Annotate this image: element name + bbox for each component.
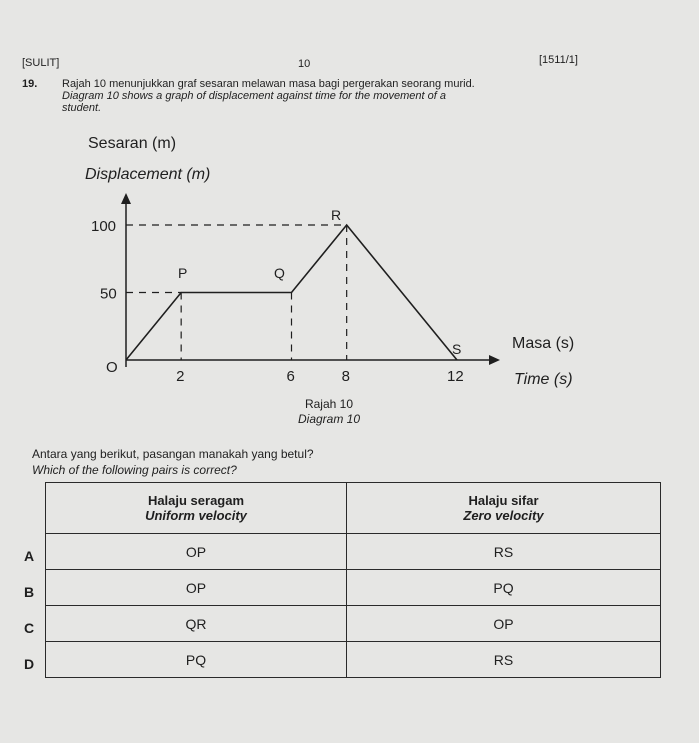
prompt-ms: Antara yang berikut, pasangan manakah yang betul?: [32, 447, 314, 461]
point-label-r: R: [331, 207, 342, 223]
answer-table: [45, 482, 661, 678]
origin-label: O: [106, 359, 118, 376]
option-a-label[interactable]: A: [24, 548, 35, 564]
point-label-s: S: [452, 341, 462, 357]
y-tick-label: 100: [91, 218, 117, 235]
cell-uniform: PQ: [46, 642, 347, 678]
caption-en: Diagram 10: [297, 412, 361, 426]
prompt-en: Which of the following pairs is correct?: [32, 463, 237, 477]
x-tick-label: 12: [447, 368, 464, 385]
cell-uniform: OP: [46, 570, 347, 606]
question-number: 19.: [22, 78, 38, 90]
header-left: [SULIT]: [22, 57, 60, 69]
table-header-row: [46, 483, 661, 534]
x-axis-arrow: [489, 355, 500, 365]
question-text-en-line2: student.: [62, 102, 102, 114]
xlabel-ms: Masa (s): [512, 335, 575, 352]
option-c-label[interactable]: C: [24, 620, 35, 636]
option-d-label[interactable]: D: [24, 656, 35, 672]
cell-uniform: QR: [46, 606, 347, 642]
cell-uniform: OP: [46, 534, 347, 570]
x-tick-label: 6: [286, 368, 295, 385]
paper-code: [1511/1]: [539, 54, 578, 66]
ylabel-ms: Sesaran (m): [88, 135, 177, 152]
header-uniform-velocity: [46, 483, 347, 534]
cell-zero: RS: [347, 642, 661, 678]
y-tick-label: 50: [100, 285, 117, 303]
question-text-ms: Rajah 10 menunjukkan graf sesaran melawan masa bagi pergerakan seorang murid.: [62, 78, 475, 90]
cell-zero: PQ: [347, 570, 661, 606]
header-uniform-ms: Halaju seragam: [147, 493, 245, 508]
ylabel-en: Displacement (m): [85, 166, 211, 183]
header-zero-ms: Halaju sifar: [468, 493, 539, 508]
table-row[interactable]: [46, 534, 661, 570]
question-text-en-line1: Diagram 10 shows a graph of displacement against time for the movement of a: [62, 90, 446, 102]
xlabel-en: Time (s): [514, 371, 573, 388]
point-label-q: Q: [274, 265, 285, 281]
x-tick-label: 2: [176, 368, 185, 385]
cell-zero: RS: [347, 534, 661, 570]
table-row[interactable]: [46, 606, 661, 642]
header-zero-en: Zero velocity: [463, 508, 544, 523]
table-row[interactable]: [46, 570, 661, 606]
page-number: 10: [298, 58, 311, 70]
y-axis-arrow: [121, 193, 131, 204]
x-tick-label: 8: [341, 368, 351, 385]
table-row[interactable]: [46, 642, 661, 678]
header-zero-velocity: [347, 483, 661, 534]
caption-ms: Rajah 10: [304, 397, 354, 411]
data-line: [126, 225, 457, 360]
option-b-label[interactable]: B: [24, 584, 35, 600]
header-uniform-en: Uniform velocity: [145, 508, 247, 523]
cell-zero: OP: [347, 606, 661, 642]
point-label-p: P: [178, 265, 188, 281]
